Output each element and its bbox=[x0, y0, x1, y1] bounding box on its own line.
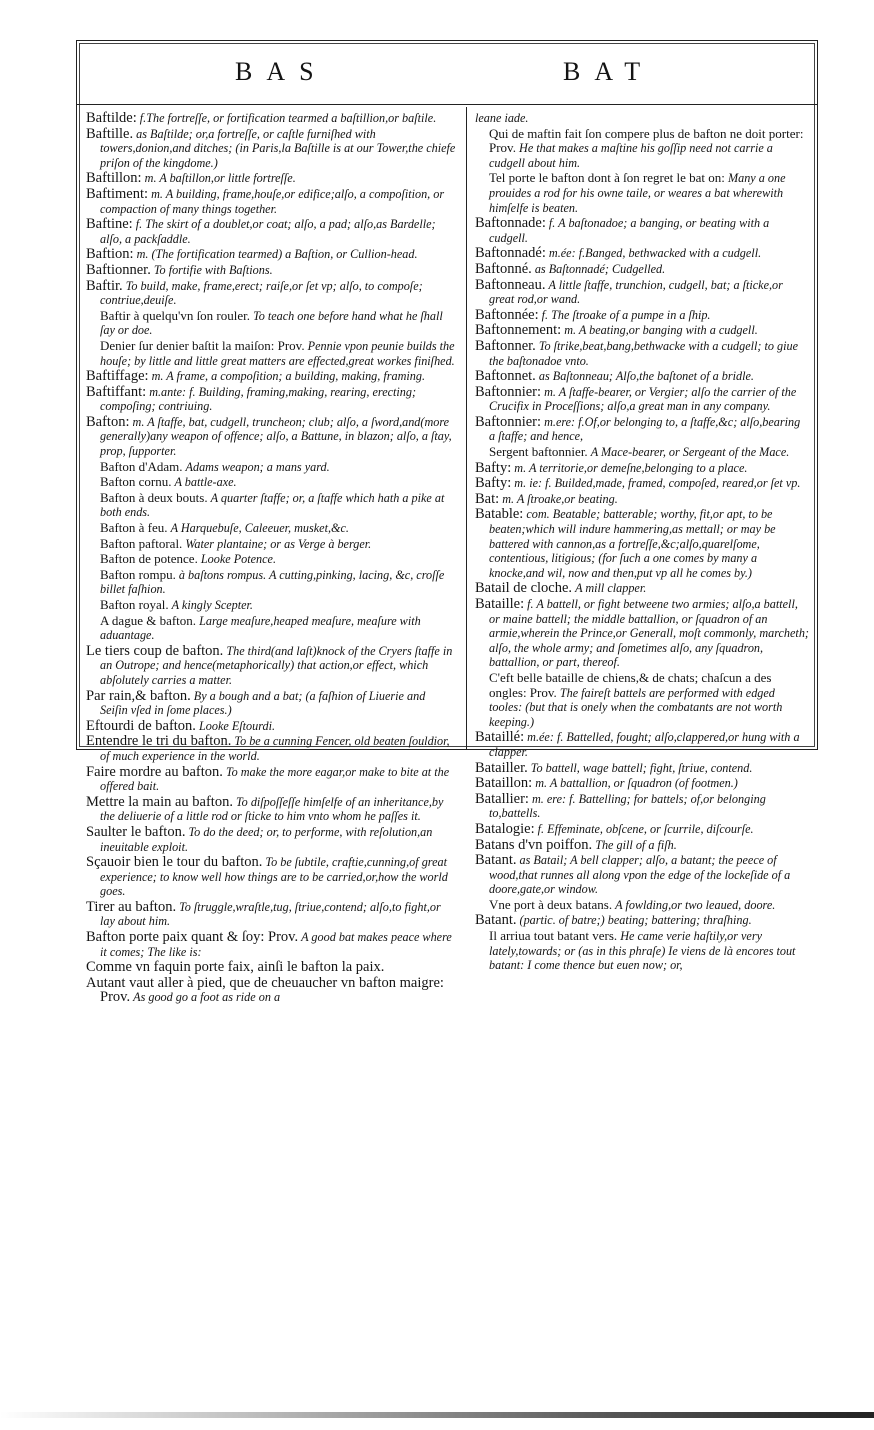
dictionary-entry bbox=[86, 552, 456, 567]
entry-definition: To build, make, frame,erect; raiſe,or ſet vp; alſo, to compoſe; contriue,deuiſe. bbox=[100, 278, 423, 308]
entry-definition: A quarter ſtaffe; or, a ſtaffe which hath a pike at both ends. bbox=[100, 490, 445, 520]
dictionary-entry bbox=[86, 309, 456, 338]
entry-headword: Batalogie: bbox=[475, 820, 535, 837]
dictionary-entry bbox=[475, 369, 809, 384]
entry-headword: Bafty: bbox=[475, 459, 512, 476]
entry-headword: Tel porte le bafton dont à ſon regret le bat on: bbox=[489, 170, 725, 186]
entry-definition: f. A baſtonadoe; a banging, or beating with a cudgell. bbox=[489, 216, 770, 245]
entry-headword: Batant. bbox=[475, 852, 517, 869]
entry-headword: Sergent baftonnier. bbox=[489, 444, 588, 460]
dictionary-entry bbox=[475, 822, 809, 837]
entry-headword: Bataille: bbox=[475, 596, 525, 612]
dictionary-entry bbox=[86, 689, 456, 718]
entry-definition: as Baſtonneau; Alſo,the baſtonet of a bridle. bbox=[538, 369, 754, 384]
entry-definition: m. (The fortification tearmed) a Baſtion, or Cullion-head. bbox=[136, 247, 418, 262]
entry-definition: A kingly Scepter. bbox=[171, 598, 253, 612]
dictionary-entry bbox=[86, 537, 456, 552]
entry-definition: as Baſtilde; or,a fortreſſe, or caſtle furniſhed with towers,donion,and ditches; (in Paris,la Baſtille is at our Tower,the chiefe priſon of the kingdome.) bbox=[100, 126, 456, 170]
entry-headword: C'eft belle bataille de chiens,& de chats; chaſcun a des ongles: Prov. bbox=[489, 669, 772, 700]
entry-definition: A good bat makes peace where it comes; The like is: bbox=[100, 930, 452, 959]
entry-headword: Faire mordre au bafton. bbox=[86, 763, 223, 780]
entry-definition: m.ante: f. Building, framing,making, rearing, erecting; compoſing; contriuing. bbox=[100, 384, 417, 414]
entry-headword: Batant. bbox=[475, 912, 517, 929]
dictionary-entry bbox=[475, 730, 809, 759]
dictionary-entry bbox=[475, 323, 809, 338]
dictionary-entry bbox=[475, 929, 809, 973]
entry-definition: f.The fortreſſe, or fortification tearmed a baſtillion,or baſtile. bbox=[139, 111, 437, 125]
entry-headword: Baftonné. bbox=[475, 260, 532, 277]
entry-definition: leane iade. bbox=[475, 111, 529, 125]
dictionary-entry bbox=[475, 581, 809, 596]
dictionary-entry bbox=[475, 262, 809, 277]
dictionary-entry bbox=[86, 217, 456, 246]
dictionary-entry bbox=[475, 308, 809, 323]
entry-headword: Eftourdi de bafton. bbox=[86, 717, 196, 734]
dictionary-entry bbox=[86, 930, 456, 959]
dictionary-entry bbox=[86, 339, 456, 368]
dictionary-entry bbox=[86, 127, 456, 171]
entry-definition: m. A frame, a compoſition; a building, making, framing. bbox=[151, 369, 426, 384]
entry-definition: m. A battallion, or ſquadron (of footmen.) bbox=[535, 776, 738, 791]
entry-definition: Adams weapon; a mans yard. bbox=[185, 459, 330, 474]
dictionary-entry bbox=[475, 216, 809, 245]
dictionary-entry bbox=[475, 111, 809, 126]
left-column bbox=[86, 111, 456, 1006]
dictionary-entry bbox=[475, 838, 809, 853]
entry-headword: Comme vn faquin porte faix, ainſi le bafton la paix. bbox=[86, 959, 385, 976]
dictionary-entry bbox=[86, 734, 456, 763]
entry-definition: To make the more eagar,or make to bite at the offered bait. bbox=[100, 764, 450, 794]
entry-headword: Batailler. bbox=[475, 759, 528, 776]
dictionary-entry bbox=[475, 898, 809, 913]
dictionary-entry bbox=[86, 475, 456, 490]
entry-headword: Baftiffant: bbox=[86, 383, 147, 400]
entry-definition: To do the deed; or, to performe, with reſolution,an ineuitable exploit. bbox=[100, 824, 433, 854]
entry-headword: Batable: bbox=[475, 506, 524, 523]
dictionary-entry bbox=[475, 476, 809, 491]
entry-definition: To fortifie with Baſtions. bbox=[153, 262, 273, 277]
entry-definition: To be ſubtile, craftie,cunning,of great experience; to know well how things are to be carried,or,how the world goes. bbox=[100, 855, 448, 899]
entry-headword: Mettre la main au bafton. bbox=[86, 793, 233, 810]
entry-definition: A little ſtaffe, trunchion, cudgell, bat; a ſticke,or great rod,or wand. bbox=[489, 277, 783, 307]
entry-definition: f. A battell, or fight betweene two armies; alſo,a battell, or maine battell; the middle battallion, or ſquadron of an armie,wherein the Prince,or Generall, moſt commonly, marcheth; alſo, the whole army; and ſometimes alſo, any ſquadron, battallion, or part, thereof. bbox=[489, 597, 809, 670]
entry-definition: To be a cunning Fencer, old beaten ſouldior, of much experience in the world. bbox=[100, 734, 450, 763]
page-frame bbox=[76, 40, 818, 1006]
entry-definition: m. ie: f. Builded,made, framed, compoſed, reared,or ſet vp. bbox=[514, 476, 801, 491]
entry-definition: f. The ſtroake of a pumpe in a ſhip. bbox=[541, 307, 711, 322]
entry-definition: A Mace-bearer, or Sergeant of the Mace. bbox=[590, 445, 790, 460]
header-rule bbox=[77, 104, 817, 105]
entry-headword: Bataillon: bbox=[475, 775, 533, 792]
entry-headword: Baftine: bbox=[86, 216, 133, 233]
entry-definition: m. A building, frame,houſe,or edifice;alſo, a compoſition, or compaction of many things together. bbox=[100, 186, 445, 216]
dictionary-entry bbox=[86, 568, 456, 597]
entry-headword: Baftilde: bbox=[86, 110, 137, 126]
dictionary-entry bbox=[86, 187, 456, 216]
entry-definition: m.ée: f.Banged, bethwacked with a cudgell. bbox=[548, 246, 762, 261]
dictionary-entry bbox=[475, 913, 809, 928]
entry-headword: Baftir. bbox=[86, 277, 123, 294]
entry-headword: Bafton à feu. bbox=[100, 520, 168, 536]
dictionary-entry bbox=[86, 900, 456, 929]
dictionary-entry bbox=[475, 761, 809, 776]
entry-definition: f. The skirt of a doublet,or coat; alſo, a pad; alſo,as Bardelle; alſo, a packſaddle. bbox=[100, 217, 436, 246]
entry-definition: A fowlding,or two leaued, doore. bbox=[615, 897, 776, 912]
dictionary-entry bbox=[86, 521, 456, 536]
entry-definition: Looke Potence. bbox=[200, 552, 276, 567]
dictionary-entry bbox=[475, 278, 809, 307]
entry-headword: Bafton paftoral. bbox=[100, 535, 183, 551]
entry-headword: Baftiment: bbox=[86, 185, 149, 202]
entry-definition: Water plantaine; or as Verge à berger. bbox=[185, 536, 372, 551]
entry-definition: m. A territorie,or demeſne,belonging to a place. bbox=[514, 460, 748, 475]
entry-headword: Baftonneau. bbox=[475, 276, 546, 293]
dictionary-entry bbox=[86, 263, 456, 278]
entry-definition: Looke Eſtourdi. bbox=[198, 718, 276, 733]
entry-headword: A dague & bafton. bbox=[100, 612, 197, 628]
entry-headword: Bat: bbox=[475, 490, 500, 507]
entry-headword: Baftonnier: bbox=[475, 383, 542, 400]
entry-definition: The faireſt battels are performed with edged tooles: (but that is onely when the combatants are not worth keeping.) bbox=[489, 685, 783, 729]
entry-headword: Sçauoir bien le tour du bafton. bbox=[86, 854, 263, 871]
dictionary-entry bbox=[86, 719, 456, 734]
entry-headword: Saulter le bafton. bbox=[86, 823, 186, 840]
entry-headword: Bafton de potence. bbox=[100, 551, 198, 567]
dictionary-entry bbox=[475, 171, 809, 215]
dictionary-entry bbox=[86, 460, 456, 475]
entry-definition: m. A baſtillon,or little fortreſſe. bbox=[144, 171, 296, 186]
dictionary-entry bbox=[86, 825, 456, 854]
dictionary-entry bbox=[475, 507, 809, 580]
entry-definition: Pennie vpon peunie builds the houſe; by little and little great matters are effected,great workes finiſhed. bbox=[100, 338, 455, 368]
entry-headword: Baftir à quelqu'vn ſon rouler. bbox=[100, 307, 251, 323]
dictionary-entry bbox=[86, 111, 456, 126]
entry-headword: Baftille. bbox=[86, 125, 134, 142]
entry-headword: Vne port à deux batans. bbox=[489, 896, 613, 912]
dictionary-entry bbox=[475, 492, 809, 507]
entry-headword: Baftonnet. bbox=[475, 368, 536, 385]
dictionary-entry bbox=[475, 385, 809, 414]
entry-definition: Many a one prouides a rod for his owne taile, or weares a bat wherewith himſelfe is beaten. bbox=[489, 171, 786, 215]
dictionary-entry bbox=[86, 614, 456, 643]
entry-definition: The third(and laſt)knock of the Cryers ſtaffe in an Outrope; and hence(metaphorically) that action,or effect, which abſolutely carries a matter. bbox=[100, 643, 453, 687]
entry-definition: He came verie haſtily,or very lately,towards; or (as in this phraſe) Ie viens de là encores tout batant: I come thence but euen now; or, bbox=[489, 929, 796, 973]
entry-definition: A Harquebuſe, Caleeuer, musket,&c. bbox=[170, 521, 349, 536]
dictionary-entry bbox=[475, 415, 809, 444]
entry-headword: Baftonnade: bbox=[475, 215, 546, 232]
dictionary-entry bbox=[475, 445, 809, 460]
dictionary-entry bbox=[86, 644, 456, 688]
dictionary-entry bbox=[86, 247, 456, 262]
entry-definition: To teach one before hand what he ſhall ſay or doe. bbox=[100, 308, 443, 338]
entry-definition: As good go a foot as ride on a bbox=[133, 990, 281, 1005]
dictionary-entry bbox=[475, 671, 809, 729]
entry-definition: as Baſtonnadé; Cudgelled. bbox=[534, 261, 666, 276]
entry-headword: Autant vaut aller à pied, que de cheuaucher vn bafton maigre: Prov. bbox=[86, 974, 444, 1006]
entry-headword: Bataillé: bbox=[475, 729, 525, 746]
entry-headword: Baftonnée: bbox=[475, 306, 539, 323]
entry-headword: Bafton porte paix quant & ſoy: Prov. bbox=[86, 929, 299, 946]
entry-definition: m. A beating,or banging with a cudgell. bbox=[564, 323, 758, 338]
entry-headword: Baftion: bbox=[86, 246, 134, 263]
entry-definition: m. A ſtaffe-bearer, or Vergier; alſo the carrier of the Crucifix in Proceſſions; alſo,a great man in any company. bbox=[489, 384, 797, 414]
dictionary-entry bbox=[86, 855, 456, 899]
running-head-right: BAT bbox=[563, 57, 655, 86]
entry-definition: To ſtruggle,wraſtle,tug, ſtriue,contend; alſo,to fight,or lay about him. bbox=[100, 899, 441, 929]
dictionary-entry bbox=[475, 246, 809, 261]
dictionary-entry bbox=[86, 369, 456, 384]
dictionary-entry bbox=[475, 776, 809, 791]
dictionary-entry bbox=[86, 960, 456, 975]
entry-definition: m. A ſtaffe, bat, cudgell, truncheon; club; alſo, a ſword,and(more generally)any weapon of offence; alſo, a Battune, in blazon; alſo, a ſtay, prop, ſupporter. bbox=[100, 414, 452, 459]
entry-definition: A battle-axe. bbox=[174, 475, 237, 490]
entry-headword: Baftillon: bbox=[86, 170, 142, 187]
entry-definition: m.ere: f.Of,or belonging to, a ſtaffe,&c; alſo,bearing a ſtaffe; and hence, bbox=[489, 414, 801, 444]
scan-edge-shadow bbox=[0, 1412, 874, 1418]
dictionary-entry bbox=[475, 127, 809, 171]
entry-headword: Bafton royal. bbox=[100, 597, 169, 612]
entry-definition: To ſtrike,beat,bang,bethwacke with a cudgell; to giue the baſtonadoe vnto. bbox=[489, 338, 799, 368]
entry-definition: f. Effeminate, obſcene, or ſcurrile, diſcourſe. bbox=[537, 821, 754, 836]
entry-headword: Bafton: bbox=[86, 413, 130, 430]
entry-headword: Denier ſur denier baſtit la maiſon: Prov. bbox=[100, 337, 305, 353]
entry-definition: The gill of a fiſh. bbox=[595, 837, 677, 852]
entry-headword: Qui de maftin fait ſon compere plus de bafton ne doit porter: Prov. bbox=[489, 125, 804, 156]
dictionary-entry bbox=[86, 279, 456, 308]
dictionary-entry bbox=[475, 339, 809, 368]
entry-definition: m. ere: f. Battelling; for battels; of,or belonging to,battells. bbox=[489, 791, 766, 821]
entry-headword: Batallier: bbox=[475, 790, 529, 807]
dictionary-entry bbox=[86, 385, 456, 414]
right-column bbox=[475, 111, 809, 974]
entry-headword: Baftonnadé: bbox=[475, 245, 546, 262]
entry-headword: Bafton à deux bouts. bbox=[100, 489, 208, 505]
dictionary-entry bbox=[475, 853, 809, 897]
dictionary-entry bbox=[86, 765, 456, 794]
entry-definition: By a bough and a bat; (a faſhion of Liuerie and Seiſin vſed in ſome places.) bbox=[100, 688, 426, 718]
column-divider bbox=[466, 107, 467, 749]
dictionary-entry bbox=[86, 171, 456, 186]
entry-headword: Bafton rompu. bbox=[100, 566, 176, 582]
running-head-left: BAS bbox=[235, 57, 328, 86]
entry-definition: To diſpoſſeſſe himſelfe of an inheritance,by the deliuerie of a little rod or ſticke to him vnto whom he paſſes it. bbox=[100, 794, 444, 824]
entry-headword: Tirer au bafton. bbox=[86, 898, 177, 915]
entry-headword: Baftiffage: bbox=[86, 368, 149, 385]
dictionary-entry bbox=[86, 491, 456, 520]
entry-headword: Baftonnement: bbox=[475, 322, 562, 339]
dictionary-entry bbox=[475, 597, 809, 670]
dictionary-entry bbox=[86, 415, 456, 459]
entry-headword: Entendre le tri du bafton. bbox=[86, 733, 232, 750]
entry-definition: m. A ſtroake,or beating. bbox=[502, 491, 618, 506]
entry-definition: as Batail; A bell clapper; alſo, a batant; the peece of wood,that runnes all along vpon the edge of the lockeſide of a doore,gate,or window. bbox=[489, 853, 791, 897]
entry-definition: To battell, wage battell; fight, ſtriue, contend. bbox=[530, 760, 753, 775]
dictionary-entry bbox=[86, 795, 456, 824]
entry-headword: Bafty: bbox=[475, 475, 512, 492]
dictionary-entry bbox=[475, 792, 809, 821]
entry-headword: Bafton d'Adam. bbox=[100, 458, 183, 474]
dictionary-entry bbox=[86, 976, 456, 1005]
entry-definition: Large meaſure,heaped meaſure, meaſure with aduantage. bbox=[100, 613, 421, 643]
entry-headword: Batans d'vn poiffon. bbox=[475, 836, 593, 853]
entry-headword: Baftionner. bbox=[86, 261, 151, 278]
dictionary-entry bbox=[475, 461, 809, 476]
entry-definition: à baſtons rompus. A cutting,pinking, lacing, &c, croſſe billet faſhion. bbox=[100, 567, 445, 597]
entry-headword: Par rain,& bafton. bbox=[86, 687, 191, 704]
entry-headword: Bafton cornu. bbox=[100, 474, 172, 490]
dictionary-entry bbox=[86, 598, 456, 613]
entry-definition: (partic. of batre;) beating; battering; thraſhing. bbox=[519, 913, 752, 928]
entry-definition: He that makes a maſtine his goſſip need not carrie a cudgell about him. bbox=[489, 141, 773, 170]
entry-headword: Baftonner. bbox=[475, 337, 536, 354]
entry-headword: Batail de cloche. bbox=[475, 580, 573, 597]
entry-headword: Il arriua tout batant vers. bbox=[489, 928, 618, 944]
entry-headword: Baftonnier: bbox=[475, 413, 542, 430]
entry-definition: A mill clapper. bbox=[575, 581, 647, 596]
entry-definition: m.ée: f. Battelled, fought; alſo,clappered,or hung with a clapper. bbox=[489, 730, 800, 759]
entry-headword: Le tiers coup de bafton. bbox=[86, 642, 224, 659]
entry-definition: com. Beatable; batterable; worthy, fit,or apt, to be beaten;which will indure hammering,as mettall; or may be battered with cannon,as a fortreſſe,&c;alſo,quarelſome, contentious, litigious; (for ſuch a one comes by many a knocke,and wil, now and then,put vp all he comes by.) bbox=[489, 507, 776, 580]
